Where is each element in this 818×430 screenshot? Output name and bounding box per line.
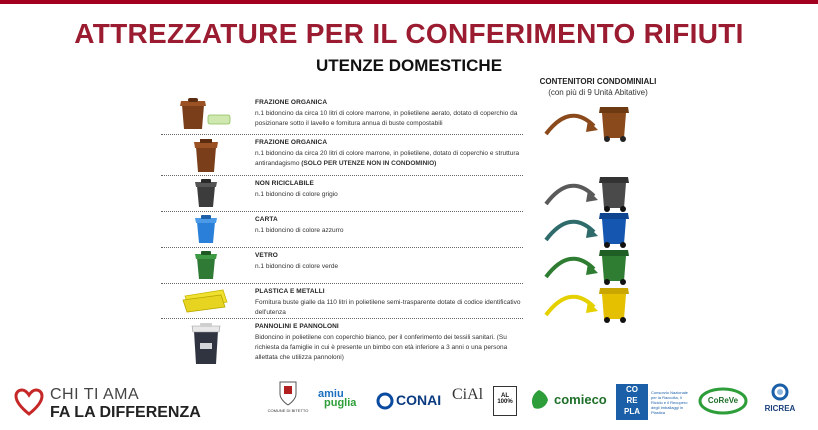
curved-arrow-icon — [542, 251, 602, 281]
corepla-text-2: RE — [626, 396, 638, 405]
item-name: FRAZIONE ORGANICA — [255, 99, 328, 106]
blue-bin-icon — [161, 212, 251, 244]
comieco-leaf-icon — [528, 388, 550, 412]
condominium-subtitle: (con più di 9 Unità Abitative) — [548, 88, 648, 97]
top-accent-bar — [0, 0, 818, 4]
brown-wheelie-bin-icon — [598, 104, 632, 142]
page-subtitle: UTENZE DOMESTICHE — [315, 56, 503, 75]
amiu-text: amiu — [318, 388, 344, 400]
item-description: Fornitura buste gialle da 110 litri in polietilene semi-trasparente dotate di codice identificativo dell'utenza — [255, 299, 521, 316]
grey-wheelie-bin-icon — [598, 174, 632, 212]
cial-logo — [452, 386, 488, 416]
al-recycle-logo — [493, 386, 517, 416]
page-title: ATTREZZATURE PER IL CONFERIMENTO RIFIUTI — [74, 18, 744, 49]
item-description: n.1 bidoncino da circa 10 litri di colore marrone, in polietilene aerato, dotato di coperchio da posizionare sotto il lavello e fornitura annua di buste compostabili — [255, 110, 518, 127]
item-name: PLASTICA E METALLI — [255, 288, 325, 295]
curved-arrow-icon — [542, 178, 602, 208]
curved-arrow-icon — [542, 289, 602, 319]
item-name: VETRO — [255, 252, 278, 259]
comieco-logo — [528, 388, 608, 414]
yellow-bags-icon — [161, 284, 251, 314]
item-description: n.1 bidoncino di colore azzurro — [255, 227, 344, 234]
curved-arrow-icon — [542, 108, 602, 138]
list-item — [161, 319, 523, 371]
comune-name: COMUNE DI BITETTO — [267, 408, 309, 413]
amiu-puglia-text: puglia — [324, 397, 357, 409]
list-item — [161, 95, 523, 135]
blue-wheelie-bin-icon — [598, 210, 632, 248]
grey-bin-icon — [161, 176, 251, 208]
curved-arrow-icon — [542, 214, 602, 244]
ricrea-logo — [756, 382, 804, 422]
conai-ring-icon — [376, 392, 394, 410]
domestic-equipment-list — [161, 95, 523, 371]
condominium-title: CONTENITORI CONDOMINIALI — [539, 77, 657, 86]
ricrea-text: RICREA — [764, 404, 796, 413]
sponsor-footer — [0, 378, 818, 430]
item-description: Bidoncino in polietilene con coperchio bianco, per il conferimento dei tessili sanitari. (Su richiesta da famiglie in cui è presente un bimbo con età inferiore a 3 anni o una persona allettata che utilizza pannoloni) — [255, 334, 508, 361]
green-bin-icon — [161, 248, 251, 280]
corepla-text-3: PLA — [624, 407, 640, 416]
list-item — [161, 176, 523, 212]
comune-logo — [266, 380, 310, 426]
heart-icon — [14, 388, 44, 416]
item-name: FRAZIONE ORGANICA — [255, 139, 328, 146]
al-text: AL 100% — [497, 393, 513, 405]
ricrea-ring-icon — [770, 382, 790, 402]
amiu-logo — [318, 388, 366, 418]
conai-text: CONAI — [396, 392, 442, 408]
item-description: n.1 bidoncino da circa 20 litri di colore marrone, in polietilene, dotato di coperchio e struttura antirandagismo (SOLO PER UTENZE NON IN CONDOMINIO) — [255, 150, 520, 167]
item-name: PANNOLINI E PANNOLONI — [255, 323, 339, 330]
brown-bin-icon — [161, 135, 251, 173]
list-item — [161, 135, 523, 176]
cial-text: CiAl — [452, 386, 484, 403]
list-item — [161, 212, 523, 248]
coreve-text: CoReVe — [707, 396, 739, 405]
campaign-logo — [14, 382, 214, 422]
item-description: n.1 bidoncino di colore verde — [255, 263, 339, 270]
item-description: n.1 bidoncino di colore grigio — [255, 191, 338, 198]
brown-small-bin-icon — [161, 95, 251, 131]
campaign-line-2: FA LA DIFFERENZA — [50, 404, 201, 421]
corepla-text-1: CO — [626, 385, 638, 394]
item-name: NON RICICLABILE — [255, 180, 314, 187]
conai-logo — [376, 390, 446, 416]
comieco-text: comieco — [554, 392, 607, 407]
coat-of-arms-icon — [278, 380, 298, 406]
yellow-wheelie-bin-icon — [598, 285, 632, 323]
corepla-logo — [616, 384, 648, 420]
corepla-caption: Consorzio Nazionale per la Raccolta, il Riciclo e il Recupero degli Imballaggi in Plastica — [651, 390, 688, 415]
item-name: CARTA — [255, 216, 278, 223]
coreve-logo — [698, 386, 748, 416]
green-wheelie-bin-icon — [598, 247, 632, 285]
diaper-bin-icon — [161, 319, 251, 365]
list-item — [161, 284, 523, 319]
list-item — [161, 248, 523, 284]
campaign-line-1: CHI TI AMA — [50, 386, 140, 403]
